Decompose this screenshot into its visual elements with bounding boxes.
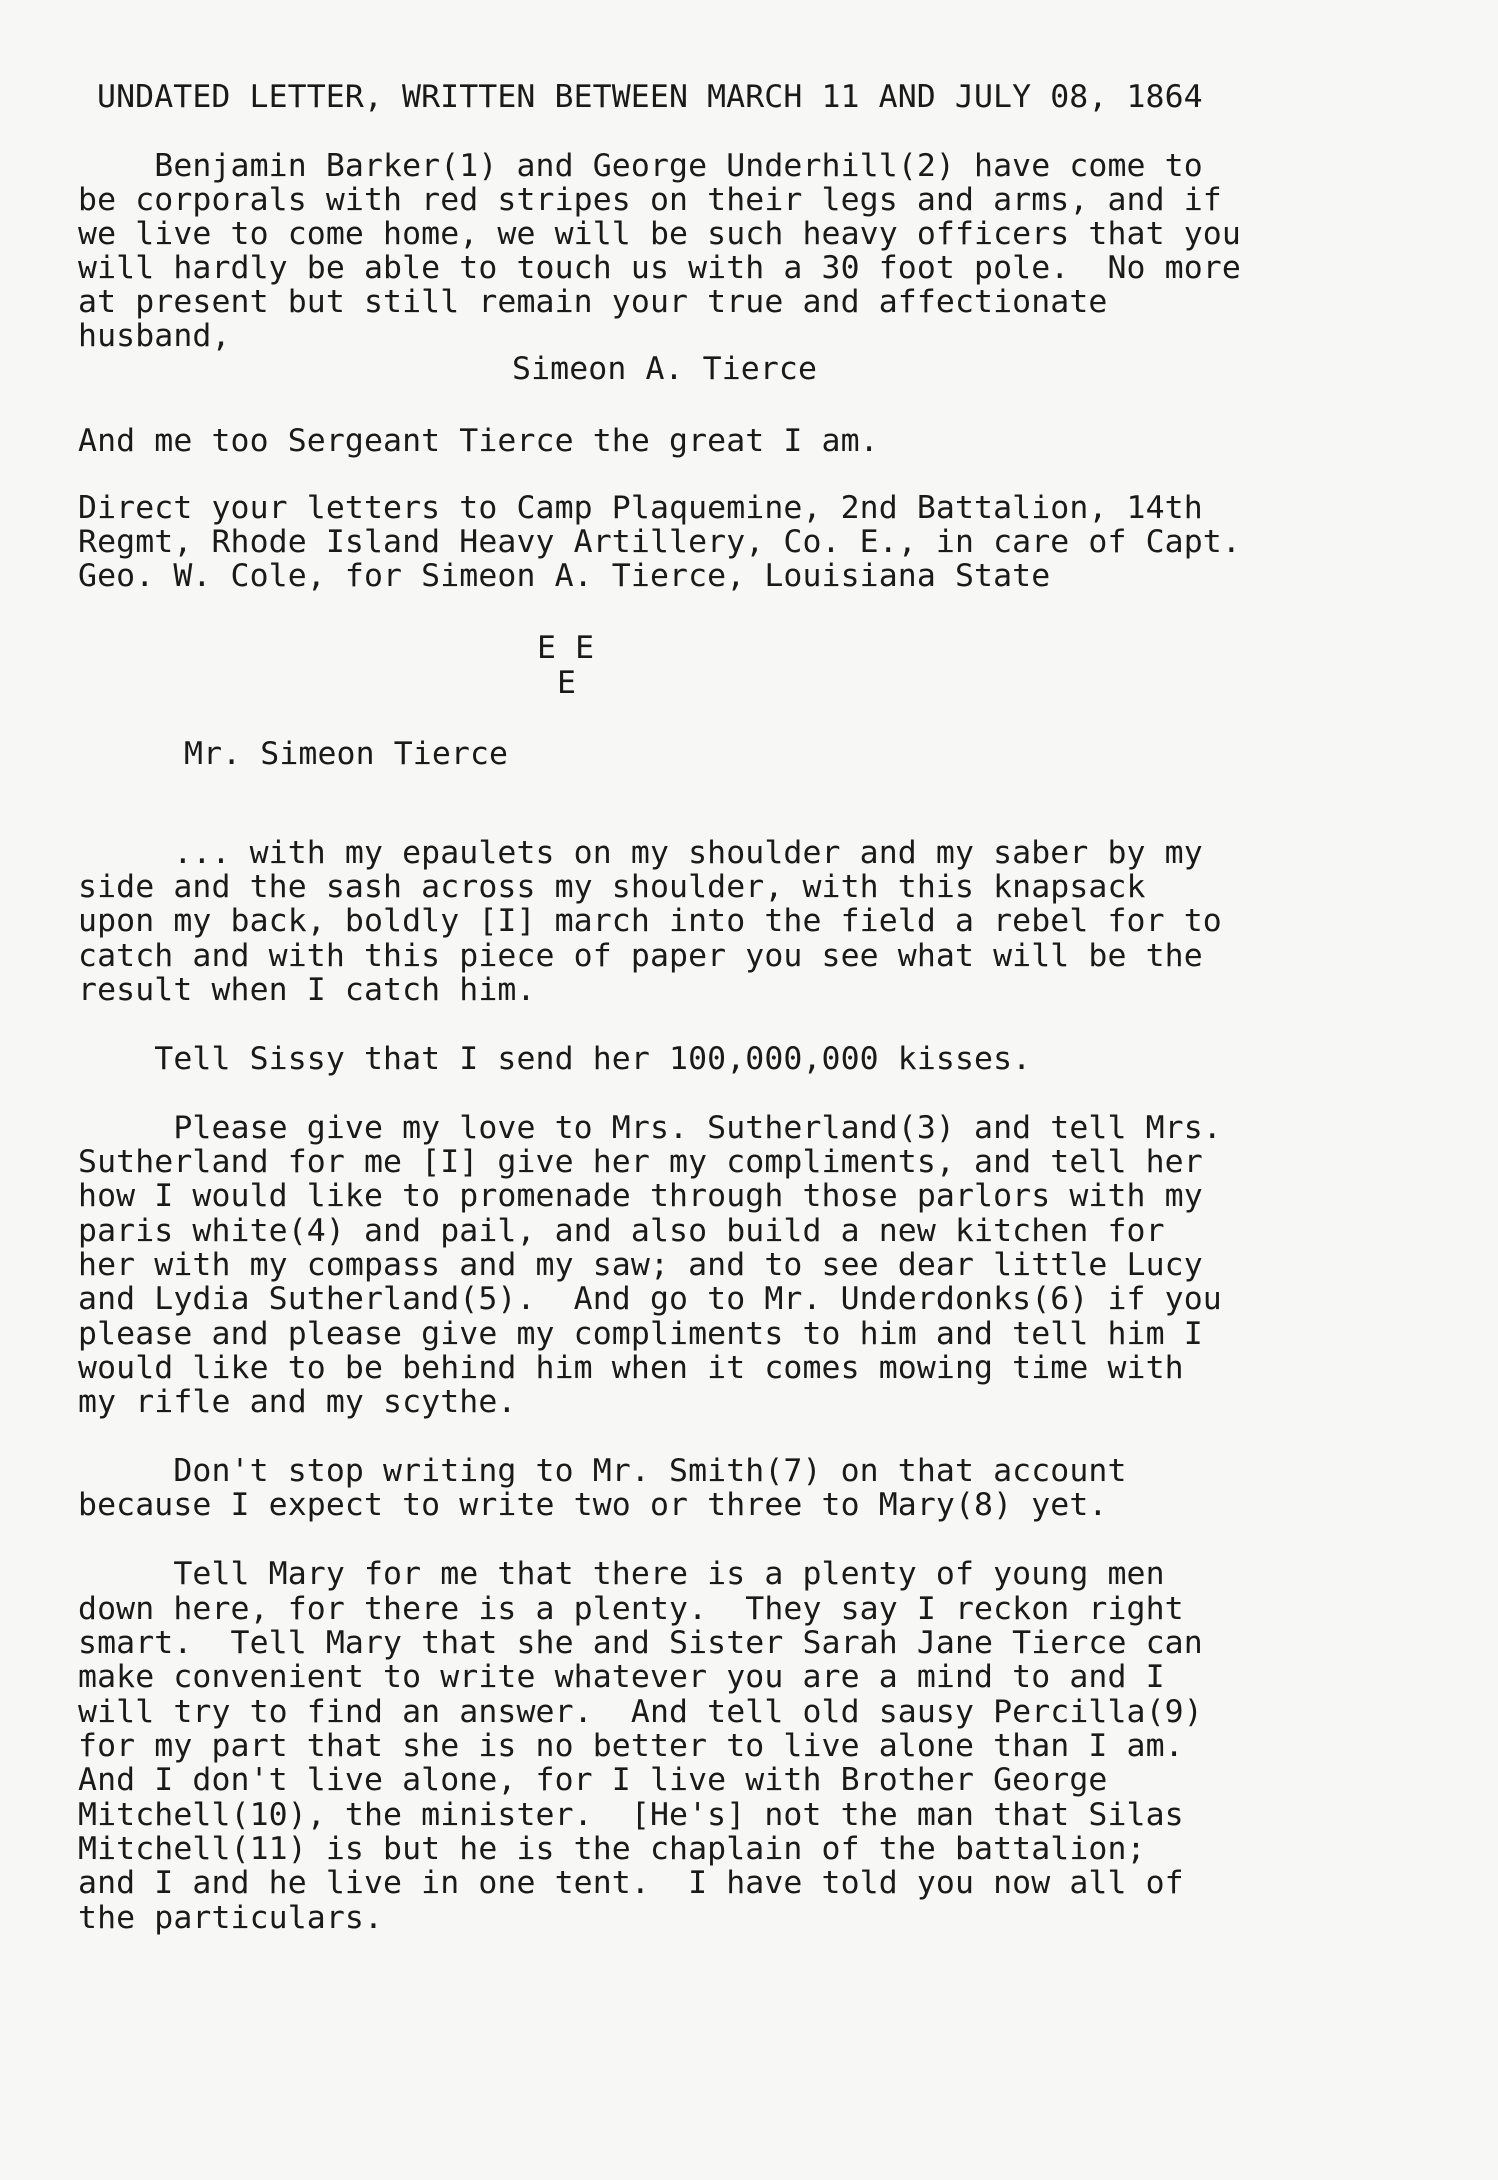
text-line: and I and he live in one tent. I have told you now all of <box>78 1865 1184 1901</box>
text-line: Mitchell(10), the minister. [He's] not the man that Silas <box>78 1797 1184 1833</box>
postscript: And me too Sergeant Tierce the great I am. <box>78 423 879 459</box>
text-line: make convenient to write whatever you are a mind to and I <box>78 1659 1165 1695</box>
text-line: her with my compass and my saw; and to see dear little Lucy <box>78 1247 1203 1283</box>
text-line: Please give my love to Mrs. Sutherland(3) and tell Mrs. <box>78 1110 1222 1146</box>
text-line: Sutherland for me [I] give her my compliments, and tell her <box>78 1144 1203 1180</box>
text-line: husband, <box>78 318 231 354</box>
letter-heading: UNDATED LETTER, WRITTEN BETWEEN MARCH 11 AND JULY 08, 1864 <box>97 79 1203 115</box>
text-line: be corporals with red stripes on their legs and arms, and if <box>78 182 1222 218</box>
text-line: ... with my epaulets on my shoulder and my saber by my <box>78 835 1203 871</box>
paragraph-sissy: Tell Sissy that I send her 100,000,000 kisses. <box>78 1041 1032 1077</box>
signature: Simeon A. Tierce <box>512 351 818 387</box>
text-line: Benjamin Barker(1) and George Underhill(2) have come to <box>78 148 1203 184</box>
text-line: paris white(4) and pail, and also build a new kitchen for <box>78 1213 1165 1249</box>
marks-row-1: E E <box>537 630 595 666</box>
text-line: catch and with this piece of paper you see what will be the <box>78 938 1203 974</box>
text-line: smart. Tell Mary that she and Sister Sarah Jane Tierce can <box>78 1625 1203 1661</box>
text-line: we live to come home, we will be such heavy officers that you <box>78 216 1241 252</box>
text-line: Regmt, Rhode Island Heavy Artillery, Co. E., in care of Capt. <box>78 524 1241 560</box>
text-line: and Lydia Sutherland(5). And go to Mr. Underdonks(6) if you <box>78 1281 1222 1317</box>
text-line: because I expect to write two or three to Mary(8) yet. <box>78 1487 1108 1523</box>
text-line: how I would like to promenade through those parlors with my <box>78 1178 1203 1214</box>
text-line: please and please give my compliments to him and tell him I <box>78 1316 1203 1352</box>
text-line: result when I catch him. <box>78 972 536 1008</box>
text-line: And I don't live alone, for I live with Brother George <box>78 1762 1108 1798</box>
text-line: for my part that she is no better to live alone than I am. <box>78 1728 1184 1764</box>
text-line: Direct your letters to Camp Plaquemine, 2nd Battalion, 14th <box>78 490 1203 526</box>
text-line: will hardly be able to touch us with a 30 foot pole. No more <box>78 250 1241 286</box>
text-line: side and the sash across my shoulder, with this knapsack <box>78 869 1146 905</box>
text-line: Mitchell(11) is but he is the chaplain of the battalion; <box>78 1831 1146 1867</box>
addressee: Mr. Simeon Tierce <box>184 736 509 772</box>
text-line: upon my back, boldly [I] march into the field a rebel for to <box>78 903 1222 939</box>
text-line: would like to be behind him when it comes mowing time with <box>78 1350 1184 1386</box>
text-line: will try to find an answer. And tell old sausy Percilla(9) <box>78 1694 1203 1730</box>
text-line: at present but still remain your true and affectionate <box>78 284 1108 320</box>
text-line: Geo. W. Cole, for Simeon A. Tierce, Louisiana State <box>78 558 1051 594</box>
text-line: down here, for there is a plenty. They say I reckon right <box>78 1591 1184 1627</box>
marks-row-2: E <box>557 665 577 701</box>
text-line: my rifle and my scythe. <box>78 1384 517 1420</box>
text-line: the particulars. <box>78 1900 384 1936</box>
text-line: Don't stop writing to Mr. Smith(7) on that account <box>78 1453 1127 1489</box>
text-line: Tell Mary for me that there is a plenty of young men <box>78 1556 1165 1592</box>
